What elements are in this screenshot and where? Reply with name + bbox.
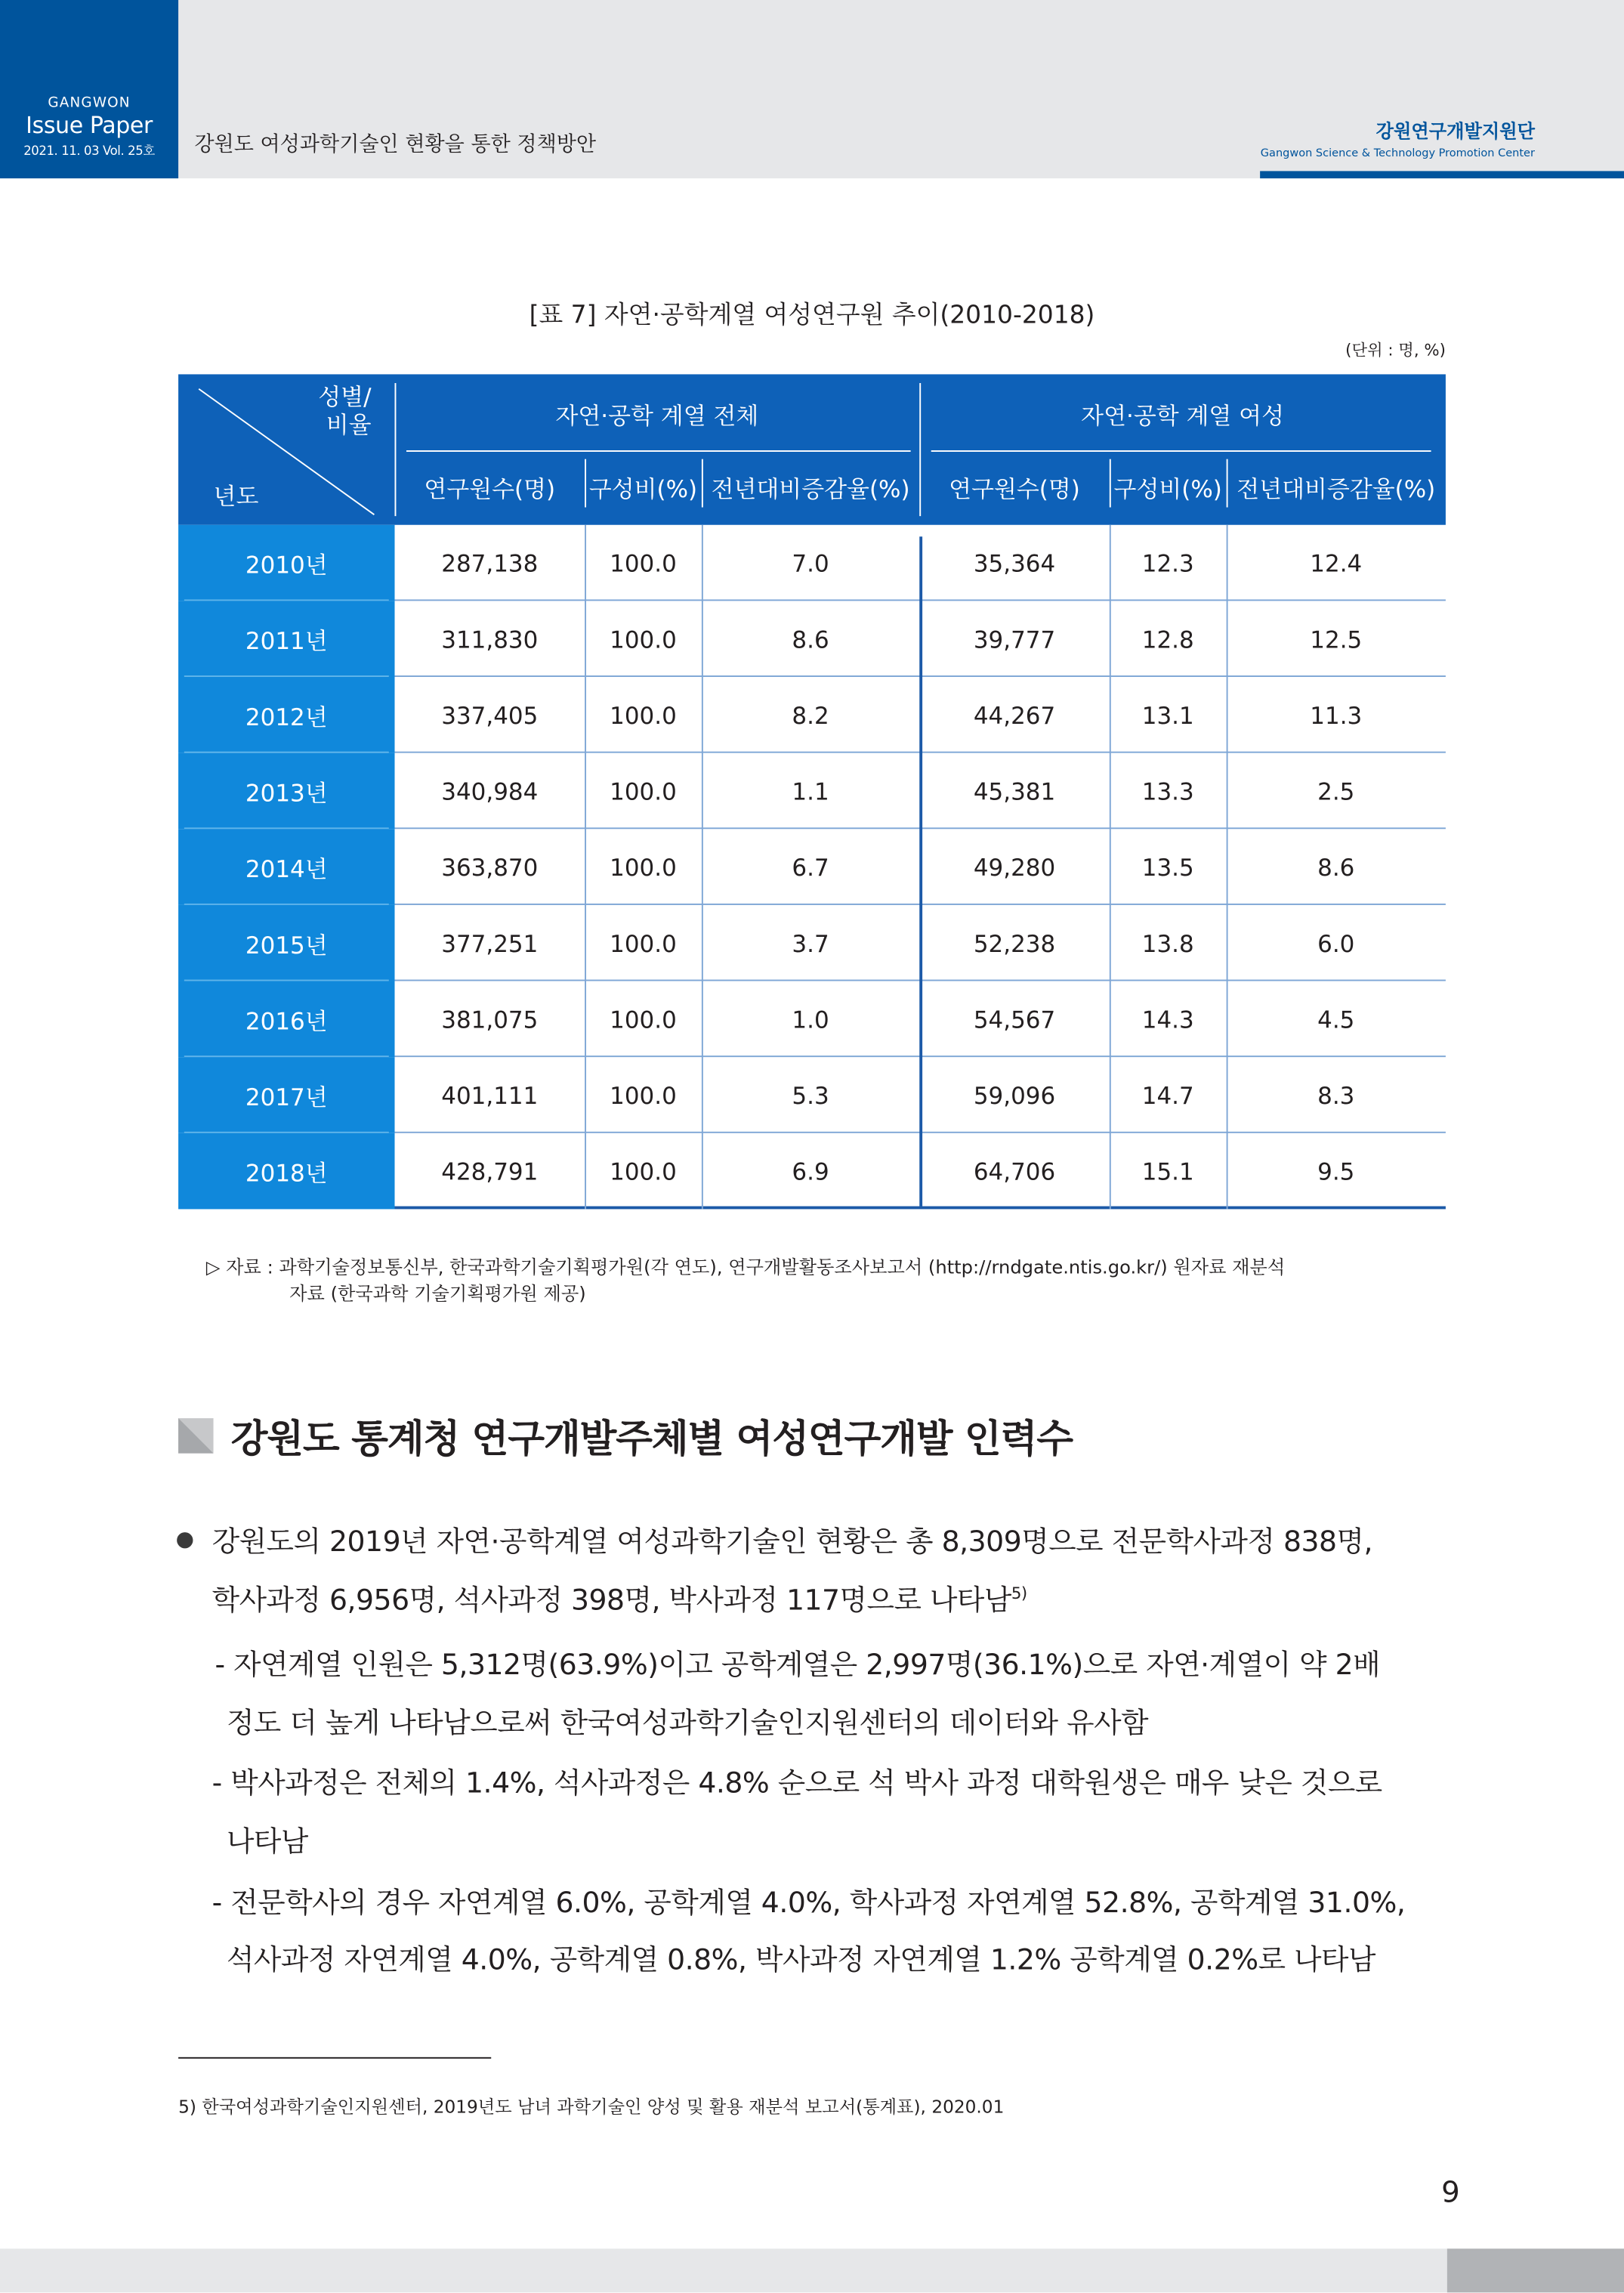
table-cell: 35,364 <box>973 549 1056 577</box>
table-cell: 100.0 <box>610 549 677 577</box>
table-cell: 54,567 <box>973 1005 1056 1034</box>
table-cell: 13.1 <box>1141 700 1194 729</box>
table-row <box>178 677 1446 753</box>
table-cell: 100.0 <box>610 777 677 805</box>
table-cell: 64,706 <box>973 1157 1056 1185</box>
section-title: 강원도 통계청 연구개발주체별 여성연구개발 인력수 <box>230 1418 1073 1463</box>
column-separator <box>702 525 703 1210</box>
table-cell: 13.5 <box>1141 853 1194 881</box>
table-cell: 45,381 <box>973 777 1056 805</box>
table-cell: 9.5 <box>1317 1157 1355 1185</box>
group-separator <box>919 536 922 1206</box>
row-year: 2017년 <box>178 1057 394 1133</box>
table-cell: 11.3 <box>1310 700 1363 729</box>
header-accent-line <box>1260 171 1624 178</box>
row-year: 2013년 <box>178 753 394 830</box>
paragraph-line: - 박사과정은 전체의 1.4%, 석사과정은 4.8% 순으로 석 박사 과정 대학원생은 매우 낮은 것으로 <box>211 1766 1382 1800</box>
table-row <box>178 753 1446 830</box>
column-separator <box>1110 525 1111 1210</box>
col-header: 전년대비증감율(%) <box>1237 474 1436 503</box>
col-header: 전년대비증감율(%) <box>711 474 910 503</box>
table-row <box>178 525 1446 601</box>
paragraph-line: 나타남 <box>226 1825 308 1859</box>
col-header: 연구원수(명) <box>949 474 1080 503</box>
group-header-women: 자연·공학 계열 여성 <box>1081 402 1284 430</box>
row-year: 2012년 <box>178 677 394 753</box>
table-cell: 12.4 <box>1310 549 1363 577</box>
table-cell: 14.3 <box>1141 1005 1194 1034</box>
table-body <box>178 525 1446 1210</box>
table-row <box>178 905 1446 981</box>
table-cell: 14.7 <box>1141 1081 1194 1109</box>
table-cell: 100.0 <box>610 853 677 881</box>
table-cell: 5.3 <box>792 1081 829 1109</box>
table-row <box>178 981 1446 1058</box>
table-header <box>178 374 1446 524</box>
table-cell: 340,984 <box>441 777 539 805</box>
table-row <box>178 829 1446 905</box>
table-cell: 337,405 <box>441 700 539 729</box>
table-cell: 100.0 <box>610 1157 677 1185</box>
document-title: 강원도 여성과학기술인 현황을 통한 정책방안 <box>194 133 597 157</box>
table-cell: 377,251 <box>441 929 539 957</box>
row-year: 2014년 <box>178 829 394 905</box>
table-cell: 12.5 <box>1310 625 1363 654</box>
group-underline <box>931 450 1431 452</box>
table-cell: 100.0 <box>610 1005 677 1034</box>
table-cell: 363,870 <box>441 853 539 881</box>
table-cell: 39,777 <box>973 625 1056 654</box>
paragraph-line: 정도 더 높게 나타남으로써 한국여성과학기술인지원센터의 데이터와 유사함 <box>226 1706 1149 1740</box>
paragraph-line <box>212 1578 1027 1618</box>
table-cell: 100.0 <box>610 625 677 654</box>
table-cell: 8.3 <box>1317 1081 1355 1109</box>
corner-label-year: 년도 <box>213 482 259 511</box>
source-line-2: 자료 (한국과학 기술기획평가원 제공) <box>289 1282 586 1305</box>
table-cell: 4.5 <box>1317 1005 1355 1034</box>
table-cell: 287,138 <box>441 549 539 577</box>
footnote-ref: 5) <box>1011 1584 1027 1603</box>
corner-label-ratio <box>298 383 372 439</box>
table-cell: 44,267 <box>973 700 1056 729</box>
table-cell: 100.0 <box>610 700 677 729</box>
table-cell: 6.7 <box>792 853 829 881</box>
table-cell: 311,830 <box>441 625 539 654</box>
page-number: 9 <box>1441 2174 1460 2210</box>
col-header: 구성비(%) <box>588 474 698 503</box>
table-cell: 1.0 <box>792 1005 829 1034</box>
table-cell: 13.8 <box>1141 929 1194 957</box>
table-source <box>206 1254 1285 1307</box>
brand-big: Issue Paper <box>26 113 153 139</box>
table-row <box>178 1057 1446 1133</box>
group-underline <box>406 450 911 452</box>
row-year: 2015년 <box>178 905 394 981</box>
footnote-rule <box>178 2057 491 2059</box>
col-header: 연구원수(명) <box>424 474 556 503</box>
table-row <box>178 601 1446 677</box>
table-cell: 8.6 <box>1317 853 1355 881</box>
org-name-korean: 강원연구개발지원단 <box>1375 119 1535 142</box>
table-cell: 2.5 <box>1317 777 1355 805</box>
row-year: 2016년 <box>178 981 394 1058</box>
table-cell: 12.8 <box>1141 625 1194 654</box>
table-cell: 401,111 <box>441 1081 539 1109</box>
issue-paper-logo <box>0 0 178 178</box>
table-cell: 8.6 <box>792 625 829 654</box>
table-cell: 3.7 <box>792 929 829 957</box>
paragraph-line: 강원도의 2019년 자연·공학계열 여성과학기술인 현황은 총 8,309명으로 전문학사과정 838명, <box>211 1525 1373 1559</box>
paragraph-line: 석사과정 자연계열 4.0%, 공학계열 0.8%, 박사과정 자연계열 1.2% 공학계열 0.2%로 나타남 <box>226 1942 1375 1977</box>
table-cell: 52,238 <box>973 929 1056 957</box>
col-header: 구성비(%) <box>1113 474 1222 503</box>
footer-band <box>0 2248 1624 2292</box>
paragraph-text: 학사과정 6,956명, 석사과정 398명, 박사과정 117명으로 나타남 <box>211 1583 1011 1618</box>
column-separator <box>1227 525 1228 1210</box>
table-cell: 100.0 <box>610 929 677 957</box>
table-cell: 6.0 <box>1317 929 1355 957</box>
table-cell: 8.2 <box>792 700 829 729</box>
footnote: 5) 한국여성과학기술인지원센터, 2019년도 남녀 과학기술인 양성 및 활용 재분석 보고서(통계표), 2020.01 <box>178 2097 1005 2118</box>
table-cell: 381,075 <box>441 1005 539 1034</box>
org-name-english: Gangwon Science & Technology Promotion Center <box>1260 146 1535 159</box>
table-row <box>178 1133 1446 1210</box>
data-table <box>178 374 1446 1209</box>
table-cell: 428,791 <box>441 1157 539 1185</box>
paragraph-line: - 전문학사의 경우 자연계열 6.0%, 공학계열 4.0%, 학사과정 자연계열 52.8%, 공학계열 31.0%, <box>211 1886 1406 1920</box>
table-cell: 49,280 <box>973 853 1056 881</box>
table-cell: 59,096 <box>973 1081 1056 1109</box>
group-header-total: 자연·공학 계열 전체 <box>555 402 759 430</box>
table-cell: 1.1 <box>792 777 829 805</box>
column-separator <box>585 525 586 1210</box>
brand-small: GANGWON <box>48 94 131 112</box>
row-separator <box>395 1207 1446 1210</box>
row-year: 2010년 <box>178 525 394 601</box>
bullet-icon <box>177 1532 193 1548</box>
table-cell: 100.0 <box>610 1081 677 1109</box>
row-year: 2018년 <box>178 1133 394 1210</box>
table-cell: 13.3 <box>1141 777 1194 805</box>
corner-label-gender: 성별/ 비율 <box>318 383 372 439</box>
table-cell: 6.9 <box>792 1157 829 1185</box>
source-line-1: ▷ 자료 : 과학기술정보통신부, 한국과학기술기획평가원(각 연도), 연구개발활동조사보고서 (http://rndgate.ntis.go.kr/) 원자료 재분석 <box>205 1256 1286 1278</box>
table-caption: [표 7] 자연·공학계열 여성연구원 추이(2010-2018) <box>529 301 1095 331</box>
table-unit: (단위 : 명, %) <box>1345 340 1446 360</box>
section-square-icon <box>178 1418 213 1453</box>
issue-info: 2021. 11. 03 Vol. 25호 <box>23 144 155 159</box>
row-year: 2011년 <box>178 601 394 677</box>
footer-accent <box>1447 2248 1624 2292</box>
table-cell: 7.0 <box>792 549 829 577</box>
paragraph-line: - 자연계열 인원은 5,312명(63.9%)이고 공학계열은 2,997명(36.1%)으로 자연·계열이 약 2배 <box>215 1647 1381 1682</box>
table-cell: 15.1 <box>1141 1157 1194 1185</box>
table-cell: 12.3 <box>1141 549 1194 577</box>
